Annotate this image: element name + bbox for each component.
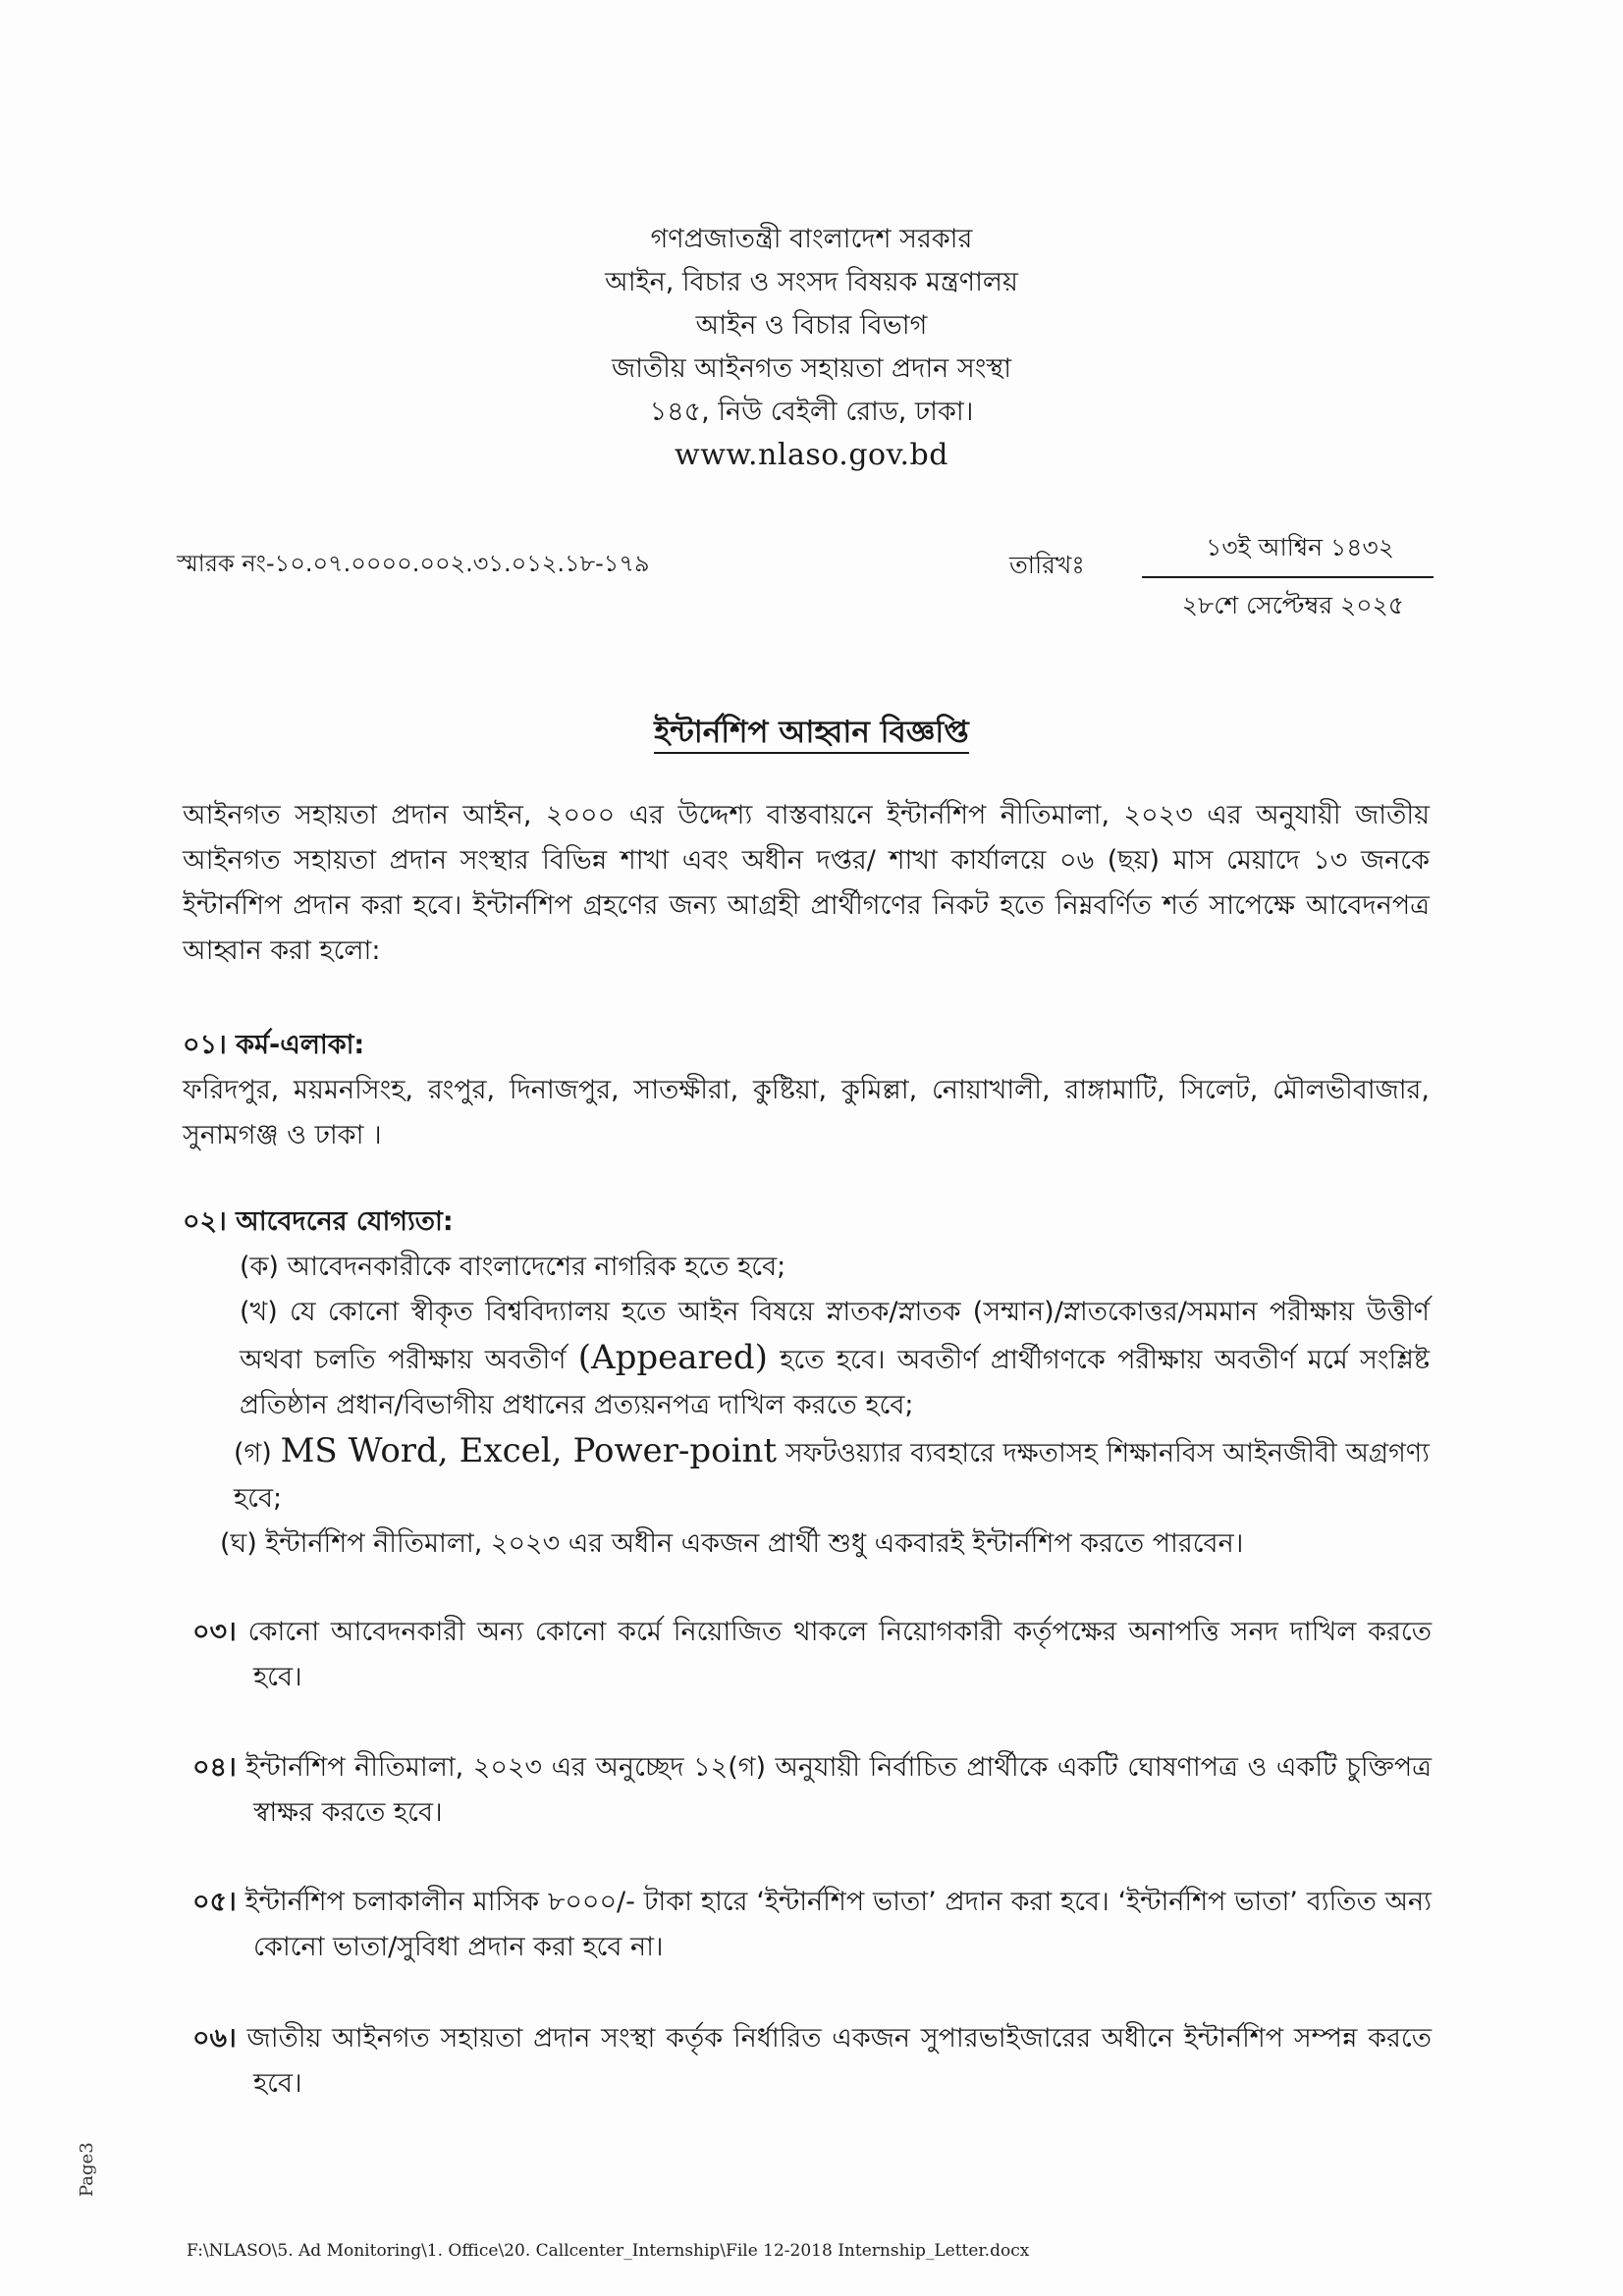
- eligibility-ga: [183, 1428, 1430, 1522]
- eligibility-ga-rest: সফটওয়্যার ব্যবহারে দক্ষতাসহ শিক্ষানবিস আইনজীবী অগ্রগণ্য হবে;: [234, 1438, 1431, 1514]
- item-03: [192, 1610, 1432, 1700]
- section-eligibility: [183, 1200, 1430, 1567]
- footer-file-path: F:\NLASO\5. Ad Monitoring\1. Office\20. Callcenter_Internship\File 12-2018 Internship_Letter.docx: [187, 2241, 1030, 2261]
- item-06: [192, 2016, 1432, 2107]
- eligibility-ga-prefix: (গ): [234, 1438, 281, 1468]
- organization-name: জাতীয় আইনগত সহায়তা প্রদান সংস্থা: [611, 353, 1012, 384]
- item-06-text: জাতীয় আইনগত সহায়তা প্রদান সংস্থা কর্তৃক নির্ধারিত একজন সুপারভাইজারের অধীনে ইন্টার্নশিপ সম্পন্ন করতে হবে।: [236, 2023, 1433, 2099]
- eligibility-kha-part2: হতে হবে। অবতীর্ণ প্রার্থীগণকে পরীক্ষায় অবতীর্ণ মর্মে সংশ্লিষ্ট প্রতিষ্ঠান প্রধান/বিভাগীয় প্রধানের প্রত্যয়নপত্র দাখিল করতে হবে;: [240, 1345, 1431, 1420]
- eligibility-kha: [183, 1290, 1430, 1428]
- item-04: [192, 1745, 1432, 1836]
- page-number-label: Page3: [77, 2142, 97, 2197]
- website: www.nlaso.gov.bd: [675, 438, 948, 472]
- eligibility-kha-part1: (খ) যে কোনো স্বীকৃত বিশ্ববিদ্যালয় হতে আইন বিষয়ে স্নাতক/স্নাতক (সম্মান)/স্নাতকোত্তর/সমমান পরীক্ষায় উত্তীর্ণ অথবা চলতি পরীক্ষায় অবতীর্ণ: [240, 1297, 1430, 1375]
- section-work-area-heading: ০১। কর্ম-এলাকা:: [183, 1030, 365, 1060]
- section-work-area: [183, 1023, 1430, 1158]
- eligibility-ka: (ক) আবেদনকারীকে বাংলাদেশের নাগরিক হতে হবে;: [240, 1252, 786, 1282]
- notice-title-text: ইন্টার্নশিপ আহ্বান বিজ্ঞপ্তি: [654, 715, 969, 754]
- item-05-number: ০৫।: [192, 1887, 237, 1917]
- notice-title: [0, 709, 1623, 760]
- item-04-number: ০৪।: [192, 1752, 237, 1783]
- ministry-name: আইন, বিচার ও সংসদ বিষয়ক মন্ত্রণালয়: [605, 267, 1018, 297]
- item-05: [192, 1880, 1432, 1970]
- eligibility-gha: (ঘ) ইন্টার্নশিপ নীতিমালা, ২০২৩ এর অধীন একজন প্রার্থী শুধু একবারই ইন্টার্নশিপ করতে পারবেন।: [220, 1528, 1244, 1559]
- date-label: তারিখঃ: [1009, 551, 1085, 579]
- item-04-text: ইন্টার্নশিপ নীতিমালা, ২০২৩ এর অনুচ্ছেদ ১২(গ) অনুযায়ী নির্বাচিত প্রার্থীকে একটি ঘোষণাপত্র ও একটি চুক্তিপত্র স্বাক্ষর করতে হবে।: [236, 1752, 1432, 1828]
- section-eligibility-heading: ০২। আবেদনের যোগ্যতা:: [183, 1206, 454, 1237]
- government-name: গণপ্রজাতন্ত্রী বাংলাদেশ সরকার: [650, 224, 973, 254]
- division-name: আইন ও বিচার বিভাগ: [695, 310, 928, 341]
- item-05-text: ইন্টার্নশিপ চলাকালীন মাসিক ৮০০০/- টাকা হারে ‘ইন্টার্নশিপ ভাতা’ প্রদান করা হবে। ‘ইন্টার্নশিপ ভাতা’ ব্যতিত অন্য কোনো ভাতা/সুবিধা প্রদান করা হবে না।: [236, 1887, 1432, 1962]
- eligibility-kha-english: (Appeared): [577, 1338, 768, 1377]
- date-block: [1124, 528, 1434, 628]
- section-work-area-body: ফরিদপুর, ময়মনসিংহ, রংপুর, দিনাজপুর, সাতক্ষীরা, কুষ্টিয়া, কুমিল্লা, নোয়াখালী, রাঙ্গামাটি, সিলেট, মৌলভীবাজার, সুনামগঞ্জ ও ঢাকা ।: [183, 1075, 1430, 1150]
- item-03-number: ০৩।: [192, 1617, 237, 1647]
- letterhead: [0, 218, 1623, 477]
- memo-number: স্মারক নং-১০.০৭.০০০০.০০২.৩১.০১২.১৮-১৭৯: [177, 550, 650, 577]
- item-06-number: ০৬।: [192, 2023, 237, 2054]
- date-english: ২৮শে সেপ্টেম্বর ২০২৫: [1181, 591, 1404, 619]
- intro-paragraph: আইনগত সহায়তা প্রদান আইন, ২০০০ এর উদ্দেশ্য বাস্তবায়নে ইন্টার্নশিপ নীতিমালা, ২০২৩ এর অনুযায়ী জাতীয় আইনগত সহায়তা প্রদান সংস্থার বিভিন্ন শাখা এবং অধীন দপ্তর/ শাখা কার্যালয়ে ০৬ (ছয়) মাস মেয়াদে ১৩ জনকে ইন্টার্নশিপ প্রদান করা হবে। ইন্টার্নশিপ গ্রহণের জন্য আগ্রহী প্রার্থীগণের নিকট হতে নিম্নবর্ণিত শর্ত সাপেক্ষে আবেদনপত্র আহ্বান করা হলো:: [183, 800, 1430, 966]
- address: ১৪৫, নিউ বেইলী রোড, ঢাকা।: [649, 397, 974, 427]
- eligibility-ga-english: MS Word, Excel, Power-point: [280, 1431, 778, 1470]
- item-03-text: কোনো আবেদনকারী অন্য কোনো কর্মে নিয়োজিত থাকলে নিয়োগকারী কর্তৃপক্ষের অনাপত্তি সনদ দাখিল করতে হবে।: [236, 1617, 1432, 1692]
- date-bangla: ১৩ই আশ্বিন ১৪৩২: [1142, 528, 1434, 578]
